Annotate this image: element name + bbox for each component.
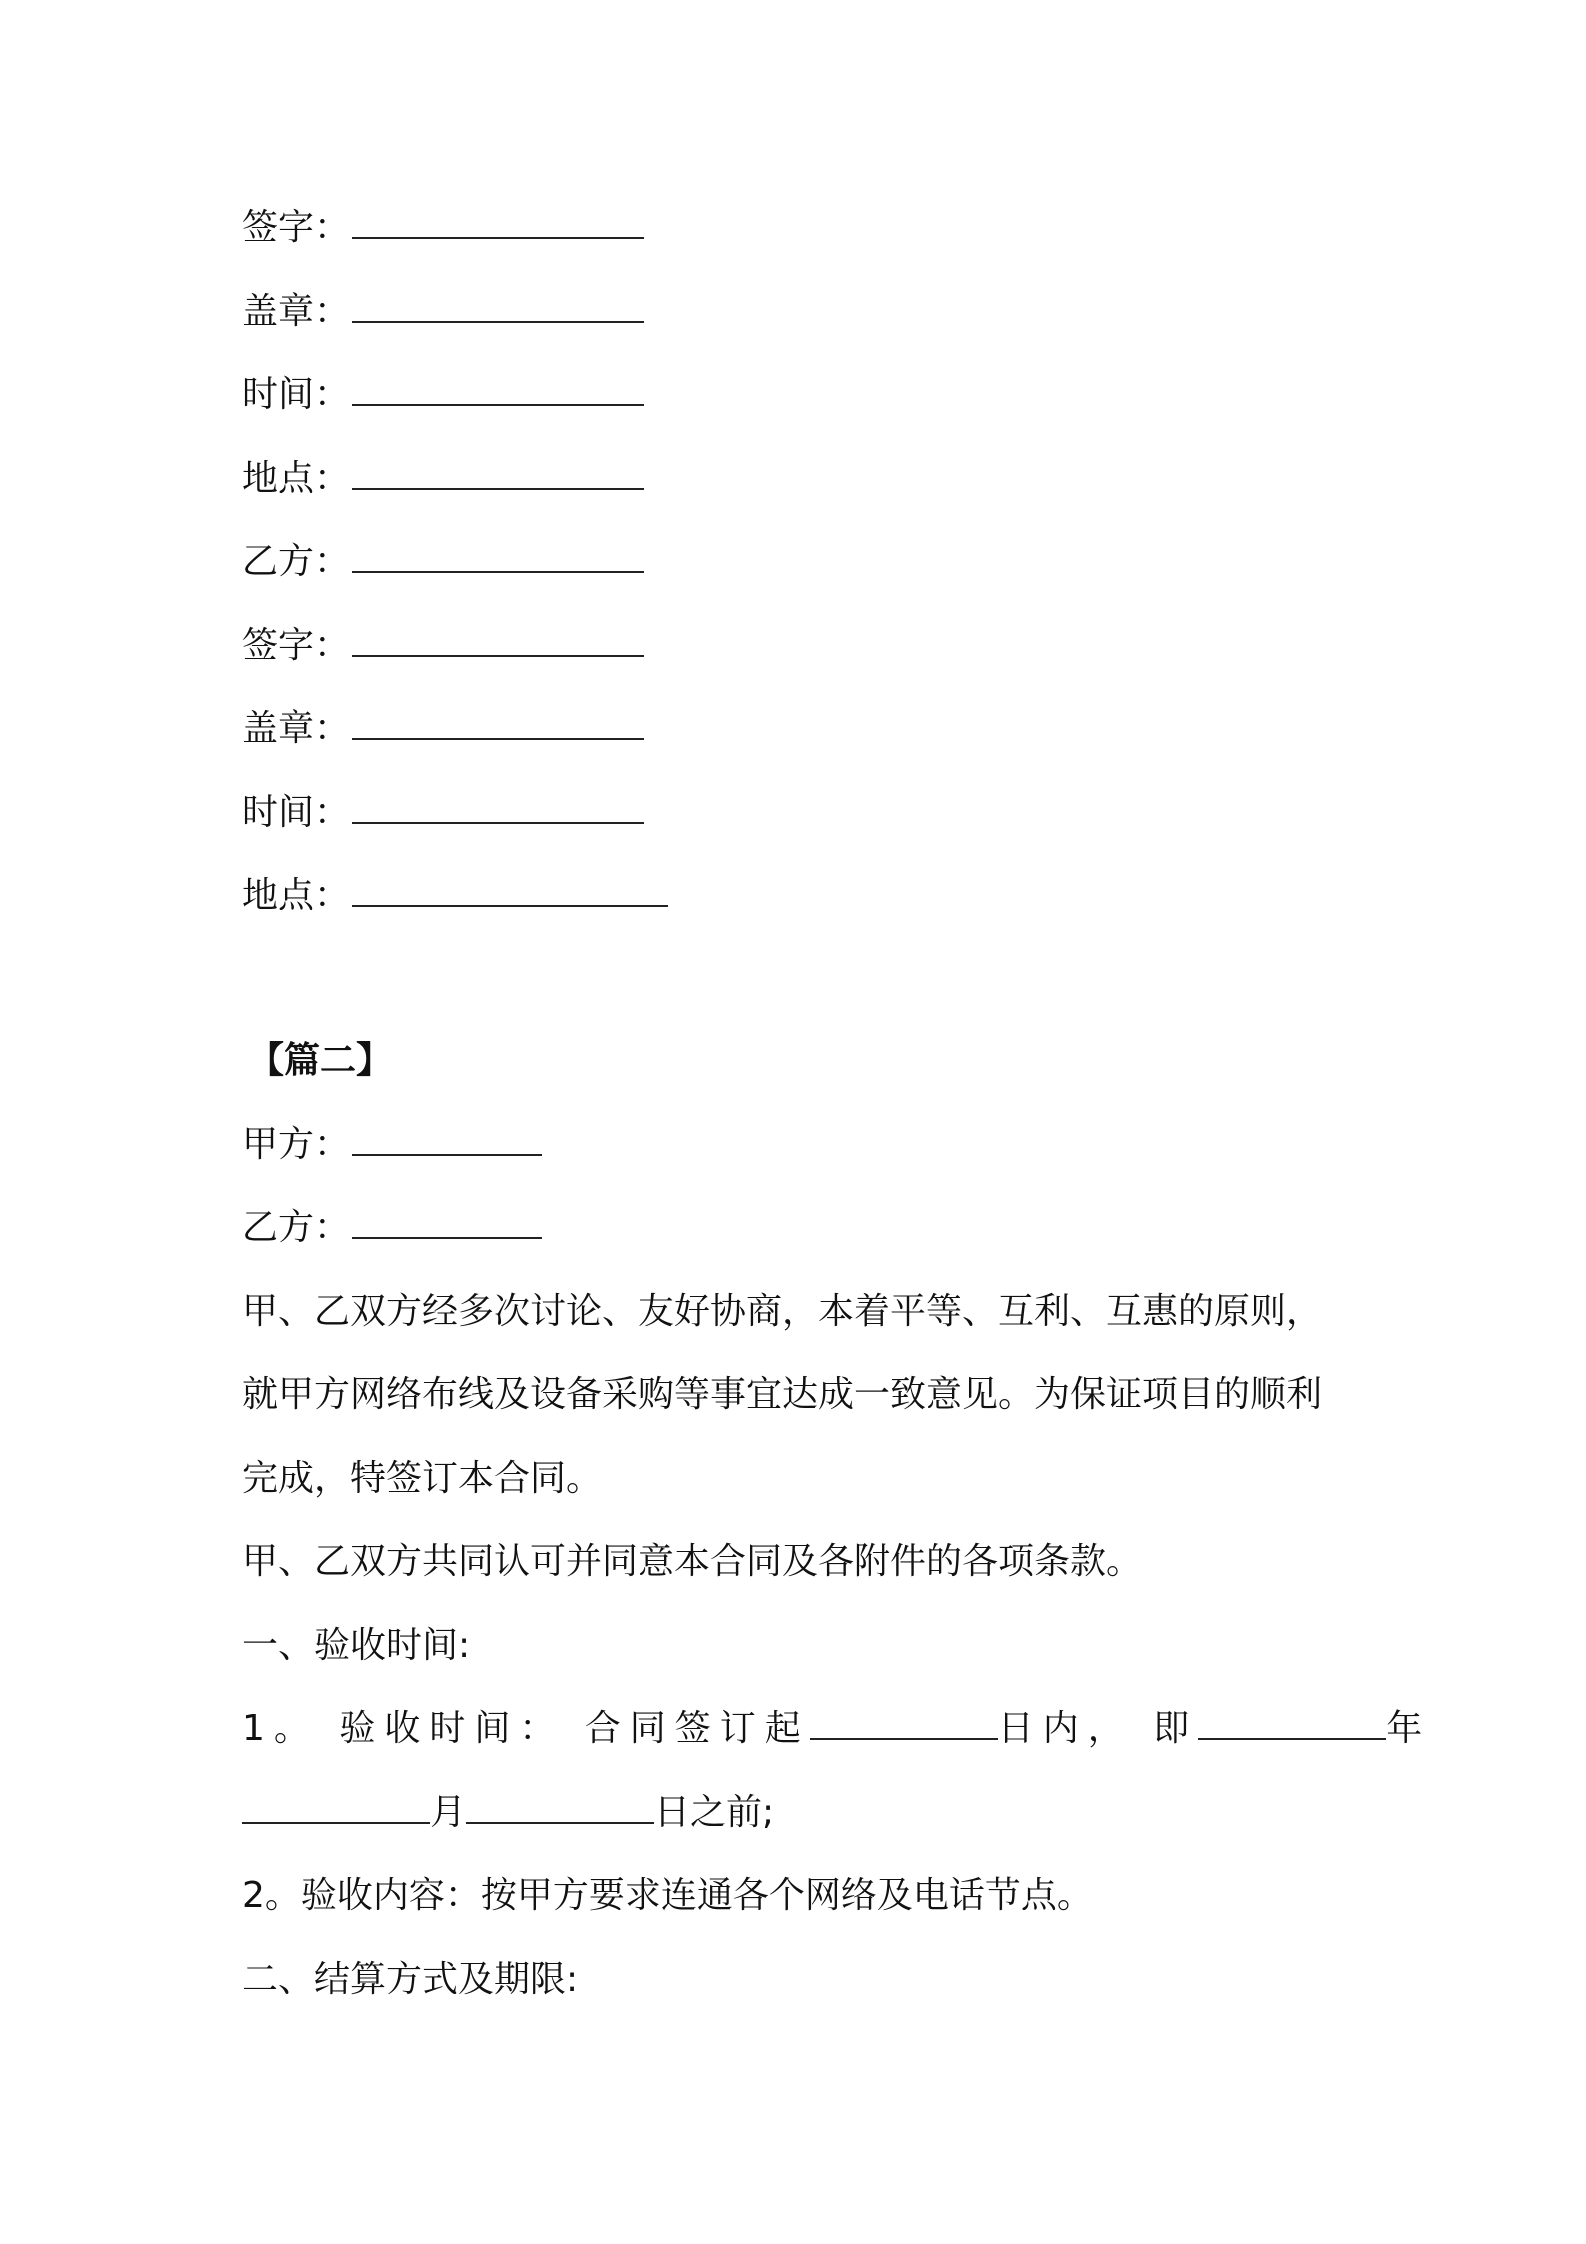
- party-b-label: 乙方：: [242, 1207, 351, 1248]
- item-1-prefix: 1。 验收时间： 合同签订起: [242, 1708, 810, 1749]
- seal-line-b: [242, 707, 644, 751]
- day-blank: [466, 1792, 654, 1824]
- day-suffix: 日之前;: [654, 1792, 775, 1833]
- place-blank-b: [352, 875, 668, 907]
- sign-line: [242, 206, 644, 250]
- time-blank-b: [352, 792, 644, 824]
- section-1-item-2: 2。验收内容：按甲方要求连通各个网络及电话节点。: [242, 1875, 1093, 1916]
- party-a-label: 甲方：: [242, 1124, 351, 1165]
- intro-paragraph-line-2: 就甲方网络布线及设备采购等事宜达成一致意见。为保证项目的顺利: [242, 1374, 1323, 1415]
- section-1-title: 一、验收时间:: [242, 1625, 471, 1666]
- place-line: [242, 457, 644, 501]
- month-blank: [242, 1792, 430, 1824]
- seal-line: [242, 290, 644, 334]
- party-b-blank: [352, 1207, 542, 1239]
- time-blank: [352, 374, 644, 406]
- days-blank: [810, 1708, 998, 1740]
- place-blank: [352, 458, 644, 490]
- item-1-mid: 日内， 即: [997, 1708, 1199, 1749]
- agreement-sentence: 甲、乙双方共同认可并同意本合同及各附件的各项条款。: [242, 1541, 1143, 1582]
- section-2-title: 二、结算方式及期限:: [242, 1959, 579, 2000]
- party-b-sign-blank: [352, 541, 644, 573]
- seal-label-b: 盖章：: [242, 708, 351, 749]
- party-b-line: [242, 1206, 542, 1250]
- seal-label: 盖章：: [242, 291, 351, 332]
- sign-blank-b: [352, 625, 644, 657]
- month-label: 月: [430, 1792, 467, 1833]
- place-line-b: [242, 874, 668, 918]
- sign-label: 签字：: [242, 207, 351, 248]
- place-label: 地点：: [242, 458, 351, 499]
- intro-paragraph-line-1: 甲、乙双方经多次讨论、友好协商，本着平等、互利、互惠的原则，: [242, 1291, 1323, 1332]
- year-label: 年: [1386, 1708, 1423, 1749]
- place-label-b: 地点：: [242, 875, 351, 916]
- party-a-blank: [352, 1124, 542, 1156]
- time-label-b: 时间：: [242, 792, 351, 833]
- year-blank: [1198, 1708, 1386, 1740]
- time-line: [242, 373, 644, 417]
- time-line-b: [242, 791, 644, 835]
- section-1-item-1: [242, 1707, 1422, 1751]
- section-1-item-1-cont: [242, 1791, 774, 1835]
- seal-blank: [352, 291, 644, 323]
- time-label: 时间：: [242, 374, 351, 415]
- seal-blank-b: [352, 708, 644, 740]
- intro-paragraph-line-3: 完成，特签订本合同。: [242, 1458, 603, 1499]
- sign-blank: [352, 207, 644, 239]
- sign-label-b: 签字：: [242, 625, 351, 666]
- party-a-line: [242, 1123, 542, 1167]
- party-b-sign-label: 乙方：: [242, 541, 351, 582]
- sign-line-b: [242, 624, 644, 668]
- party-b-sign-line: [242, 540, 644, 584]
- section-heading: 【篇二】: [248, 1040, 393, 1081]
